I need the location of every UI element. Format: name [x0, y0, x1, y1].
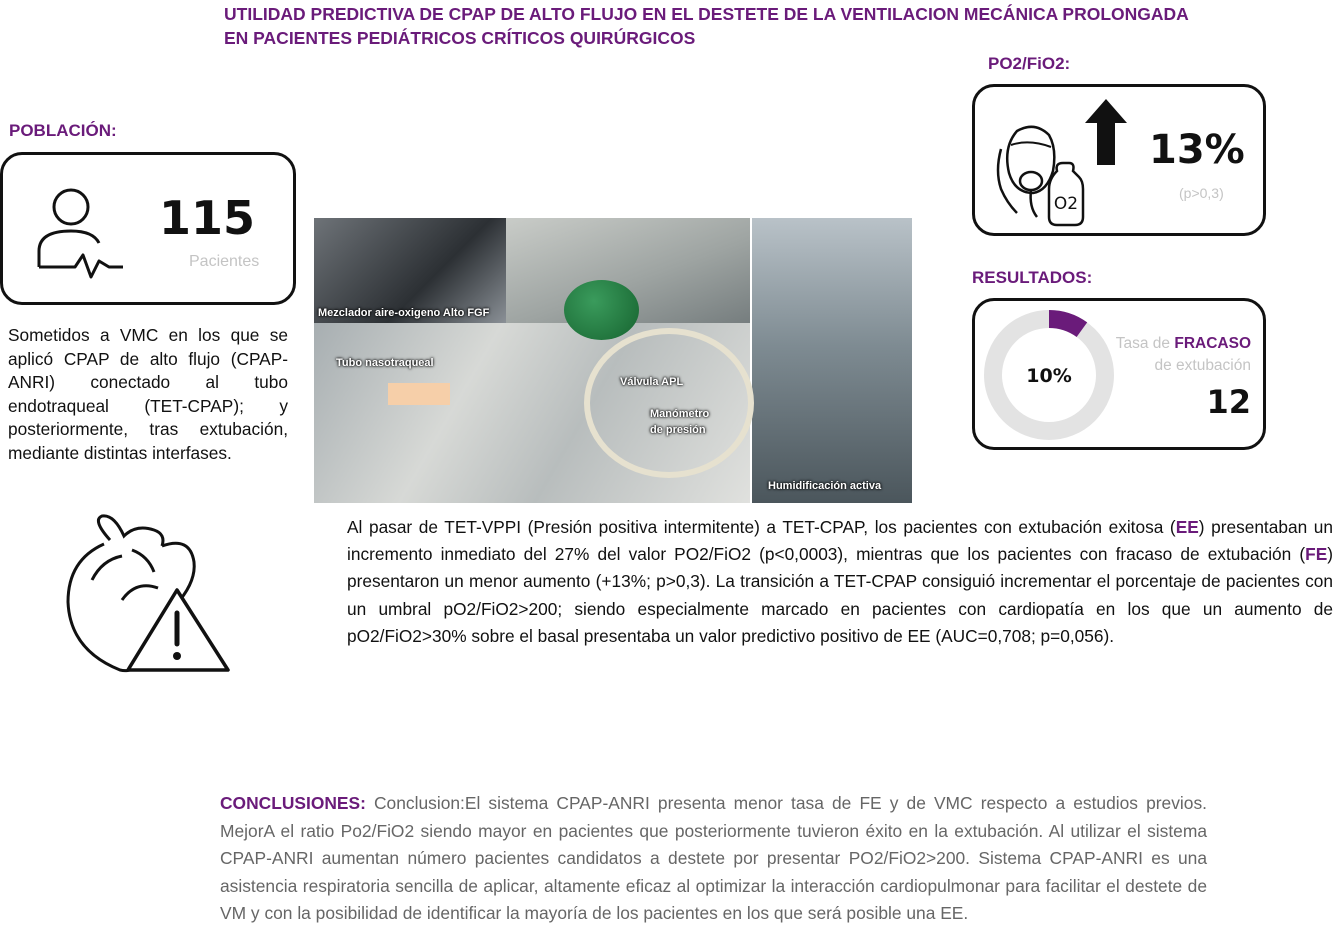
poblacion-label: POBLACIÓN:: [9, 121, 117, 140]
poblacion-count: 115: [159, 191, 256, 245]
heart-warning-icon: [62, 510, 234, 680]
results-part-1: Al pasar de TET-VPPI (Presión positiva intermitente) a TET-CPAP, los pacientes con extubación exitosa (: [347, 517, 1176, 537]
fracaso-caption: [1116, 333, 1251, 377]
title-line-2: EN PACIENTES PEDIÁTRICOS CRÍTICOS QUIRÚRGICOS: [224, 28, 696, 48]
label-tubo: Tubo nasotraqueal: [336, 357, 434, 369]
resultados-label: RESULTADOS:: [972, 268, 1093, 287]
results-ee: EE: [1175, 517, 1199, 537]
conclusiones-text: Conclusion:El sistema CPAP-ANRI presenta menor tasa de FE y de VMC respecto a estudios previos. MejorA el ratio Po2/FiO2 siendo mayor en pacientes que posteriormente tuvieron éxito en la extubación. Al utilizar el sistema CPAP-ANRI aumentan número pacientes candidatos a destete por presentar PO2/FiO2>200. Sistema CPAP-ANRI es una asistencia respiratoria sencilla de aplicar, altamente eficaz al optimizar la interacción cardiopulmonar para facilitar el destete de VM y con la posibilidad de identificar la mayoría de los pacientes en los que será posible una EE.: [220, 793, 1207, 924]
photo-separator: [750, 218, 752, 503]
results-part-3: ) presentaron un menor aumento (+13%; p>0,3). La transición a TET-CPAP consiguió incrementar el porcentaje de pacientes con un umbral pO2/FiO2>200; siendo especialmente marcado en pacientes con cardiopatía en los que un aumento de pO2/FiO2>30% sobre el basal presentaba un valor predictivo positivo de EE (AUC=0,708; p=0,056).: [347, 544, 1333, 646]
fracaso-count: 12: [1206, 383, 1251, 421]
clinical-photo: [314, 218, 912, 503]
caption-prefix: Tasa de: [1115, 335, 1171, 352]
photo-panel-humidifier: [752, 218, 912, 503]
resultados-card: [972, 298, 1266, 450]
caption-line2: de extubación: [1154, 357, 1251, 374]
results-part-2: ) presentaban un incremento inmediato del 27% del valor PO2/FiO2 (p<0,0003), mientras que los pacientes con fracaso de extubación (: [347, 517, 1333, 565]
poblacion-count-label: Pacientes: [189, 253, 260, 270]
conclusiones-paragraph: [220, 790, 1207, 928]
conclusiones-label: CONCLUSIONES:: [220, 793, 366, 813]
label-manometro-2: de presión: [650, 424, 706, 436]
po2-value: 13%: [1149, 127, 1245, 173]
results-paragraph: [347, 514, 1333, 650]
label-mezclador: Mezclador aire-oxigeno Alto FGF: [318, 307, 490, 319]
label-humidificacion: Humidificación activa: [768, 480, 882, 492]
oxygen-bottle-label: O2: [1053, 194, 1079, 214]
poblacion-card: [0, 152, 296, 305]
title-line-1: UTILIDAD PREDICTIVA DE CPAP DE ALTO FLUJO EN EL DESTETE DE LA VENTILACION MECÁNICA PROLONGADA: [224, 4, 1189, 24]
ventilation-bag: [564, 280, 639, 340]
po2-pvalue: (p>0,3): [1179, 185, 1224, 201]
arrow-up-icon: [1083, 97, 1129, 167]
po2-card: [972, 84, 1266, 236]
oxygen-mask-icon: [987, 121, 1087, 229]
poblacion-description: Sometidos a VMC en los que se aplicó CPAP de alto flujo (CPAP-ANRI) conectado al tubo endotraqueal (TET-CPAP); y posteriormente, tras extubación, mediante distintas interfases.: [8, 325, 288, 463]
po2-label: PO2/FiO2:: [988, 54, 1071, 73]
patient-icon: [31, 187, 131, 279]
donut-arc: [1049, 319, 1082, 330]
caption-strong: FRACASO: [1174, 335, 1251, 352]
results-fe: FE: [1305, 544, 1328, 565]
donut-value: 10%: [1026, 365, 1072, 387]
breathing-tube: [584, 328, 754, 478]
label-manometro-1: Manómetro: [650, 408, 710, 420]
fracaso-donut: [981, 307, 1117, 443]
face-blur: [388, 383, 450, 405]
poster-title: [224, 2, 1284, 50]
label-valvula: Válvula APL: [620, 376, 684, 388]
